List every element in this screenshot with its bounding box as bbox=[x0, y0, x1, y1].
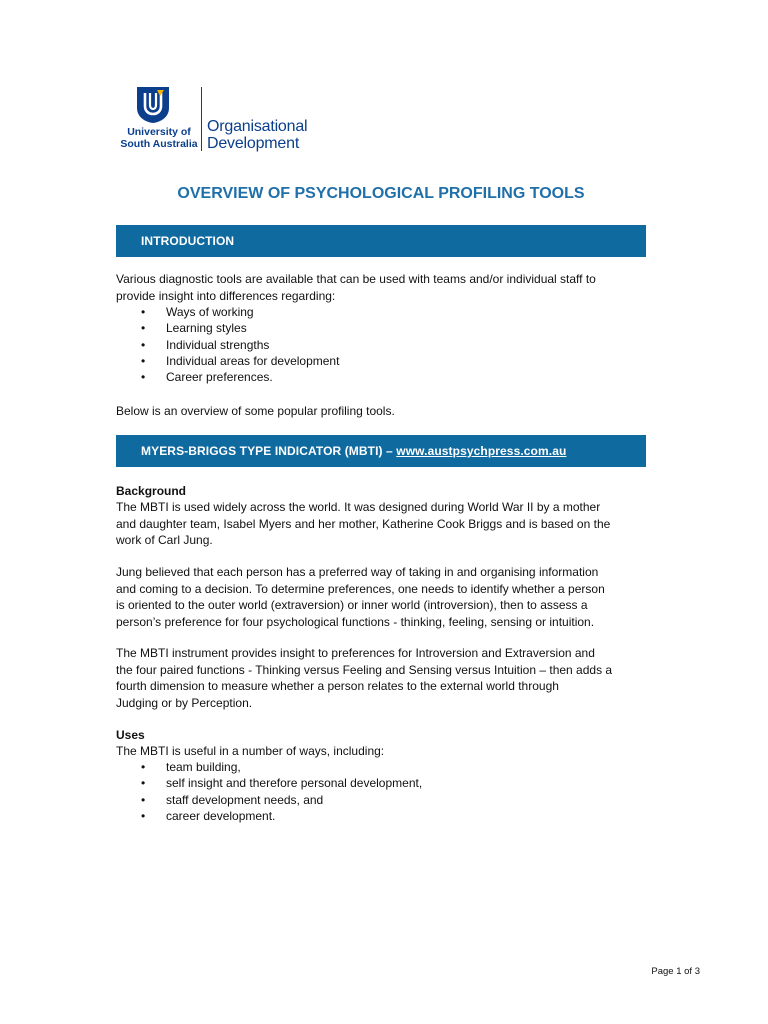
bullet-icon: • bbox=[141, 792, 146, 807]
mbti-website-link[interactable]: www.austpsychpress.com.au bbox=[396, 444, 567, 458]
background-heading: Background bbox=[116, 484, 187, 498]
jung-line-2: and coming to a decision. To determine preferences, one needs to identify whether a person bbox=[116, 581, 605, 596]
bullet-icon: • bbox=[141, 760, 146, 774]
jung-paragraph bbox=[116, 564, 656, 630]
overview-line: Below is an overview of some popular profiling tools. bbox=[116, 404, 395, 418]
bullet-icon: • bbox=[141, 321, 146, 336]
list-item-text: Individual strengths bbox=[166, 337, 270, 352]
university-shield-icon bbox=[136, 86, 170, 124]
bullet-icon: • bbox=[141, 353, 146, 368]
list-item-text: self insight and therefore personal development, bbox=[166, 776, 423, 791]
intro-line-2: provide insight into differences regarding: bbox=[116, 288, 336, 303]
list-item-text: team building, bbox=[166, 760, 241, 774]
uses-intro-line: The MBTI is useful in a number of ways, including: bbox=[116, 744, 385, 758]
list-item bbox=[116, 759, 656, 775]
intro-bullet-list bbox=[116, 304, 656, 385]
university-name-line1: University of bbox=[127, 126, 191, 138]
bullet-icon: • bbox=[141, 776, 146, 791]
unit-name bbox=[207, 118, 307, 152]
logo-divider bbox=[201, 87, 202, 151]
background-paragraph bbox=[116, 499, 656, 549]
uses-heading: Uses bbox=[116, 728, 145, 742]
unit-name-line2: Development bbox=[207, 135, 300, 152]
list-item-text: Individual areas for development bbox=[166, 353, 340, 368]
bullet-icon: • bbox=[141, 337, 146, 352]
list-item-text: Learning styles bbox=[166, 321, 247, 336]
list-item bbox=[116, 337, 656, 353]
background-line-3: work of Carl Jung. bbox=[116, 533, 213, 547]
uses-bullet-list bbox=[116, 759, 656, 824]
instrument-line-1: The MBTI instrument provides insight to preferences for Introversion and Extraversion and bbox=[116, 646, 595, 660]
instrument-line-2: the four paired functions - Thinking versus Feeling and Sensing versus Intuition – then adds a bbox=[116, 662, 613, 677]
background-line-1: The MBTI is used widely across the world. It was designed during World War II by a mother bbox=[116, 500, 601, 514]
unit-name-line1: Organisational bbox=[207, 118, 308, 135]
instrument-paragraph bbox=[116, 645, 656, 711]
intro-paragraph bbox=[116, 271, 656, 304]
list-item bbox=[116, 320, 656, 336]
instrument-line-4: Judging or by Perception. bbox=[116, 695, 253, 710]
list-item bbox=[116, 369, 656, 385]
university-logo bbox=[116, 86, 202, 156]
overview-sentence bbox=[116, 403, 656, 420]
page-title: OVERVIEW OF PSYCHOLOGICAL PROFILING TOOLS bbox=[177, 185, 585, 202]
section-banner-mbti bbox=[116, 435, 646, 467]
list-item bbox=[116, 808, 656, 824]
bullet-icon: • bbox=[141, 370, 146, 385]
list-item bbox=[116, 353, 656, 369]
list-item-text: staff development needs, and bbox=[166, 792, 324, 807]
bullet-icon: • bbox=[141, 305, 146, 319]
list-item-text: Career preferences. bbox=[166, 370, 273, 385]
intro-line-1: Various diagnostic tools are available that can be used with teams and/or individual staff to bbox=[116, 272, 596, 286]
university-name bbox=[116, 126, 202, 150]
university-name-line2: South Australia bbox=[120, 138, 198, 150]
bullet-icon: • bbox=[141, 808, 146, 823]
list-item bbox=[116, 792, 656, 808]
page-number: Page 1 of 3 bbox=[651, 966, 700, 977]
jung-line-3: is oriented to the outer world (extraversion) or inner world (introversion), then to assess a bbox=[116, 598, 588, 612]
list-item-text: Ways of working bbox=[166, 305, 254, 319]
jung-line-4: person’s preference for four psychological functions - thinking, feeling, sensing or intuition. bbox=[116, 614, 595, 629]
section-heading-mbti: MYERS-BRIGGS TYPE INDICATOR (MBTI) – bbox=[141, 444, 397, 458]
section-banner-introduction bbox=[116, 225, 646, 257]
list-item-text: career development. bbox=[166, 808, 276, 823]
section-heading-introduction: INTRODUCTION bbox=[141, 234, 235, 248]
background-line-2: and daughter team, Isabel Myers and her mother, Katherine Cook Briggs and is based on the bbox=[116, 516, 611, 531]
uses-intro bbox=[116, 743, 656, 760]
list-item bbox=[116, 304, 656, 320]
jung-line-1: Jung believed that each person has a preferred way of taking in and organising information bbox=[116, 565, 599, 579]
list-item bbox=[116, 775, 656, 791]
instrument-line-3: fourth dimension to measure whether a person relates to the external world through bbox=[116, 679, 559, 693]
